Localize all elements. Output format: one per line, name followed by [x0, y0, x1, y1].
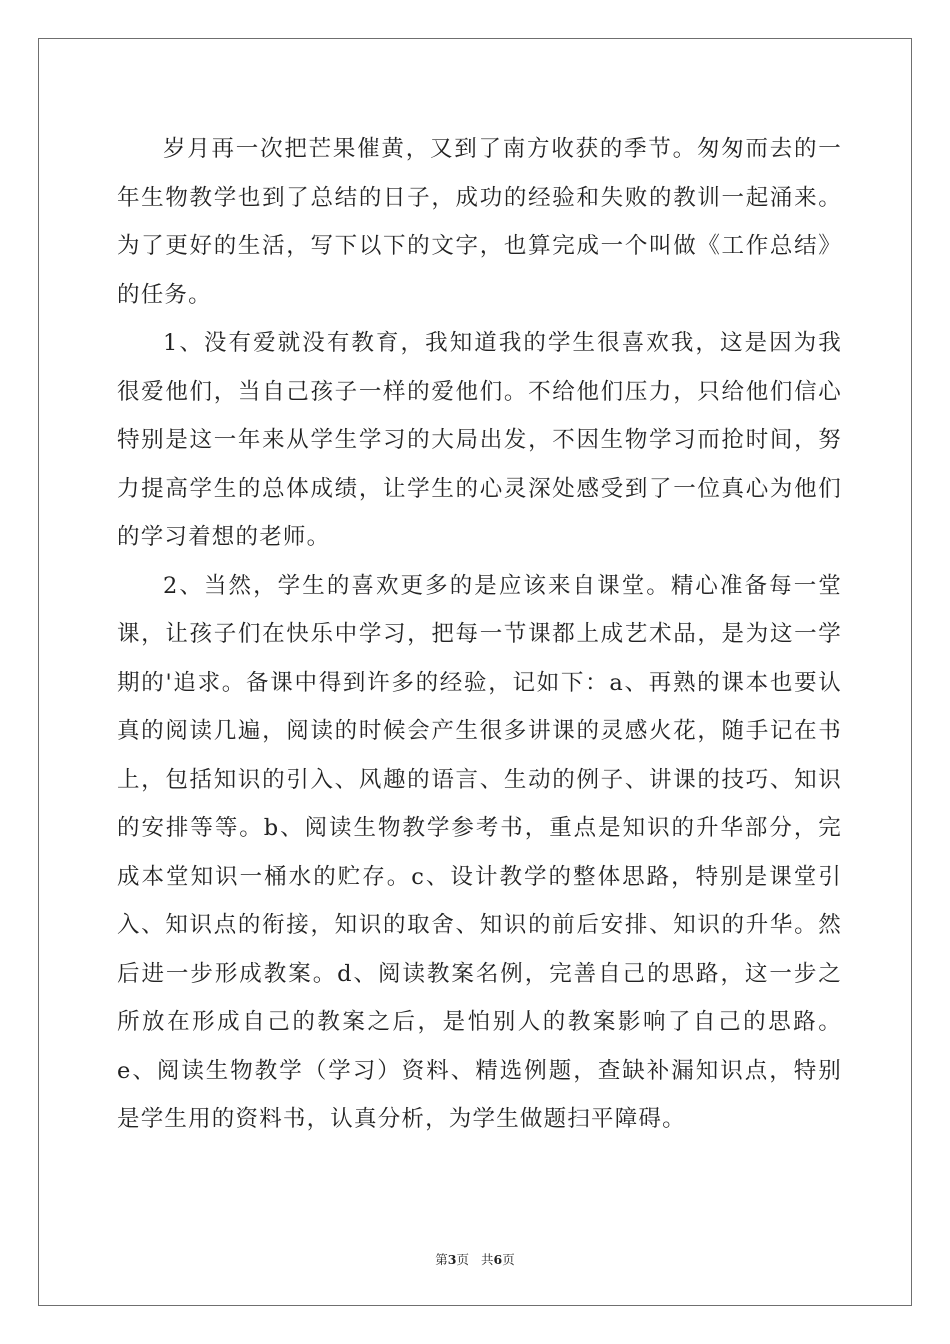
current-page-number: 3 — [447, 1252, 457, 1267]
page-number: 第3页 — [435, 1252, 469, 1267]
paragraph-intro: 岁月再一次把芒果催黄，又到了南方收获的季节。匆匆而去的一年生物教学也到了总结的日子，成功的经验和失败的教训一起涌来。为了更好的生活，写下以下的文字，也算完成一个叫做《工作总结》的任务。 — [117, 136, 842, 308]
document-body — [117, 125, 842, 1144]
paragraph-point-1: 1、没有爱就没有教育，我知道我的学生很喜欢我，这是因为我很爱他们，当自己孩子一样的爱他们。不给他们压力，只给他们信心特别是这一年来从学生学习的大局出发，不因生物学习而抢时间，努力提高学生的总体成绩，让学生的心灵深处感受到了一位真心为他们的学习着想的老师。 — [117, 330, 842, 550]
paragraph-point-2: 2、当然，学生的喜欢更多的是应该来自课堂。精心准备每一堂课，让孩子们在快乐中学习，把每一节课都上成艺术品，是为这一学期的'追求。备课中得到许多的经验，记如下：a、再熟的课本也要认真的阅读几遍，阅读的时候会产生很多讲课的灵感火花，随手记在书上，包括知识的引入、风趣的语言、生动的例子、讲课的技巧、知识的安排等等。b、阅读生物教学参考书，重点是知识的升华部分，完成本堂知识一桶水的贮存。c、设计教学的整体思路，特别是课堂引入、知识点的衔接，知识的取舍、知识的前后安排、知识的升华。然后进一步形成教案。d、阅读教案名例，完善自己的思路，这一步之所放在形成自己的教案之后，是怕别人的教案影响了自己的思路。e、阅读生物教学（学习）资料、精选例题，查缺补漏知识点，特别是学生用的资料书，认真分析，为学生做题扫平障碍。 — [117, 572, 842, 1132]
total-pages: 共6页 — [481, 1252, 515, 1267]
total-page-number: 6 — [493, 1252, 503, 1267]
page-footer — [0, 1250, 950, 1268]
